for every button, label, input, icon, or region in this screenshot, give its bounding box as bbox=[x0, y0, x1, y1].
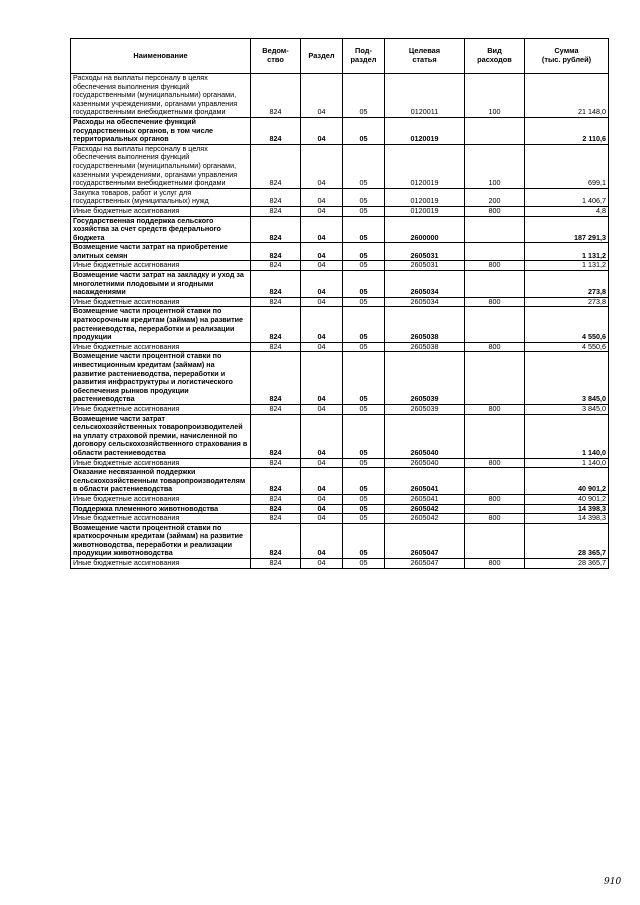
cell-name: Иные бюджетные ассигнования bbox=[71, 514, 251, 524]
header-row bbox=[71, 39, 609, 74]
cell-section: 04 bbox=[301, 504, 343, 514]
cell-target: 2605034 bbox=[385, 271, 465, 298]
cell-dept: 824 bbox=[251, 261, 301, 271]
cell-subsection: 05 bbox=[343, 414, 385, 458]
cell-target: 2600000 bbox=[385, 216, 465, 243]
cell-kind bbox=[465, 307, 525, 342]
table-row bbox=[71, 206, 609, 216]
cell-name: Иные бюджетные ассигнования bbox=[71, 458, 251, 468]
cell-section: 04 bbox=[301, 243, 343, 261]
cell-subsection: 05 bbox=[343, 559, 385, 569]
cell-dept: 824 bbox=[251, 523, 301, 558]
cell-section: 04 bbox=[301, 144, 343, 188]
cell-kind bbox=[465, 216, 525, 243]
cell-sum: 4 550,6 bbox=[525, 342, 609, 352]
cell-dept: 824 bbox=[251, 188, 301, 206]
cell-kind: 800 bbox=[465, 261, 525, 271]
table-body bbox=[71, 74, 609, 569]
cell-sum: 273,8 bbox=[525, 271, 609, 298]
cell-section: 04 bbox=[301, 117, 343, 144]
cell-dept: 824 bbox=[251, 117, 301, 144]
cell-target: 2605041 bbox=[385, 494, 465, 504]
cell-subsection: 05 bbox=[343, 206, 385, 216]
cell-kind bbox=[465, 243, 525, 261]
cell-dept: 824 bbox=[251, 297, 301, 307]
cell-target: 2605040 bbox=[385, 414, 465, 458]
table-row bbox=[71, 523, 609, 558]
cell-kind bbox=[465, 271, 525, 298]
cell-sum: 2 110,6 bbox=[525, 117, 609, 144]
cell-dept: 824 bbox=[251, 404, 301, 414]
cell-kind: 800 bbox=[465, 404, 525, 414]
cell-kind: 100 bbox=[465, 144, 525, 188]
cell-name: Возмещение части процентной ставки по краткосрочным кредитам (займам) на развитие растениеводства, переработки и реализации продукции bbox=[71, 307, 251, 342]
cell-subsection: 05 bbox=[343, 523, 385, 558]
cell-section: 04 bbox=[301, 188, 343, 206]
cell-dept: 824 bbox=[251, 74, 301, 118]
cell-subsection: 05 bbox=[343, 307, 385, 342]
cell-subsection: 05 bbox=[343, 468, 385, 495]
cell-section: 04 bbox=[301, 271, 343, 298]
cell-dept: 824 bbox=[251, 414, 301, 458]
cell-subsection: 05 bbox=[343, 342, 385, 352]
cell-dept: 824 bbox=[251, 504, 301, 514]
cell-subsection: 05 bbox=[343, 74, 385, 118]
cell-name: Иные бюджетные ассигнования bbox=[71, 494, 251, 504]
header-target: Целевая статья bbox=[385, 39, 465, 74]
cell-name: Возмещение части затрат на приобретение элитных семян bbox=[71, 243, 251, 261]
cell-kind: 800 bbox=[465, 494, 525, 504]
table-row bbox=[71, 243, 609, 261]
cell-section: 04 bbox=[301, 404, 343, 414]
cell-kind bbox=[465, 117, 525, 144]
cell-kind: 800 bbox=[465, 206, 525, 216]
header-subsection: Под- раздел bbox=[343, 39, 385, 74]
cell-name: Закупка товаров, работ и услуг для государственных (муниципальных) нужд bbox=[71, 188, 251, 206]
cell-name: Возмещение части процентной ставки по инвестиционным кредитам (займам) на развитие растениеводства, переработки и развития инфраструктуры и логистического обеспечения рынков продукции растениеводства bbox=[71, 352, 251, 405]
cell-target: 2605047 bbox=[385, 559, 465, 569]
cell-sum: 28 365,7 bbox=[525, 523, 609, 558]
cell-dept: 824 bbox=[251, 216, 301, 243]
budget-table bbox=[70, 38, 609, 569]
cell-sum: 3 845,0 bbox=[525, 404, 609, 414]
table-row bbox=[71, 559, 609, 569]
cell-sum: 1 131,2 bbox=[525, 243, 609, 261]
cell-sum: 4 550,6 bbox=[525, 307, 609, 342]
cell-subsection: 05 bbox=[343, 504, 385, 514]
cell-name: Иные бюджетные ассигнования bbox=[71, 559, 251, 569]
cell-section: 04 bbox=[301, 297, 343, 307]
table-row bbox=[71, 216, 609, 243]
cell-sum: 3 845,0 bbox=[525, 352, 609, 405]
cell-subsection: 05 bbox=[343, 514, 385, 524]
cell-dept: 824 bbox=[251, 559, 301, 569]
cell-name: Расходы на выплаты персоналу в целях обеспечения выполнения функций государственными (муниципальными) органами, казенными учреждениями, органами управления государственными внебюджетными фондами bbox=[71, 144, 251, 188]
cell-sum: 273,8 bbox=[525, 297, 609, 307]
page-number: 910 bbox=[604, 877, 622, 887]
header-name: Наименование bbox=[71, 39, 251, 74]
cell-subsection: 05 bbox=[343, 297, 385, 307]
cell-section: 04 bbox=[301, 261, 343, 271]
cell-name: Поддержка племенного животноводства bbox=[71, 504, 251, 514]
cell-kind bbox=[465, 414, 525, 458]
cell-name: Иные бюджетные ассигнования bbox=[71, 261, 251, 271]
cell-name: Иные бюджетные ассигнования bbox=[71, 297, 251, 307]
cell-target: 2605039 bbox=[385, 352, 465, 405]
table-row bbox=[71, 468, 609, 495]
cell-sum: 1 406,7 bbox=[525, 188, 609, 206]
cell-subsection: 05 bbox=[343, 458, 385, 468]
cell-target: 0120019 bbox=[385, 144, 465, 188]
cell-dept: 824 bbox=[251, 206, 301, 216]
cell-sum: 1 131,2 bbox=[525, 261, 609, 271]
cell-dept: 824 bbox=[251, 243, 301, 261]
cell-section: 04 bbox=[301, 458, 343, 468]
cell-section: 04 bbox=[301, 514, 343, 524]
cell-sum: 14 398,3 bbox=[525, 504, 609, 514]
cell-sum: 699,1 bbox=[525, 144, 609, 188]
cell-kind: 200 bbox=[465, 188, 525, 206]
cell-subsection: 05 bbox=[343, 404, 385, 414]
cell-sum: 28 365,7 bbox=[525, 559, 609, 569]
cell-section: 04 bbox=[301, 494, 343, 504]
cell-kind: 800 bbox=[465, 458, 525, 468]
header-sum: Сумма (тыс. рублей) bbox=[525, 39, 609, 74]
table-row bbox=[71, 144, 609, 188]
cell-subsection: 05 bbox=[343, 271, 385, 298]
cell-sum: 187 291,3 bbox=[525, 216, 609, 243]
cell-kind: 800 bbox=[465, 514, 525, 524]
cell-kind: 800 bbox=[465, 559, 525, 569]
cell-section: 04 bbox=[301, 342, 343, 352]
cell-subsection: 05 bbox=[343, 117, 385, 144]
cell-dept: 824 bbox=[251, 494, 301, 504]
table-row bbox=[71, 271, 609, 298]
cell-target: 2605039 bbox=[385, 404, 465, 414]
table-row bbox=[71, 188, 609, 206]
cell-sum: 40 901,2 bbox=[525, 468, 609, 495]
cell-kind bbox=[465, 352, 525, 405]
cell-name: Расходы на обеспечение функций государственных органов, в том числе территориальных органов bbox=[71, 117, 251, 144]
table-row bbox=[71, 494, 609, 504]
cell-target: 0120011 bbox=[385, 74, 465, 118]
header-dept: Ведом- ство bbox=[251, 39, 301, 74]
cell-target: 2605038 bbox=[385, 342, 465, 352]
cell-sum: 21 148,0 bbox=[525, 74, 609, 118]
cell-name: Возмещение части затрат на закладку и уход за многолетними плодовыми и ягодными насаждениями bbox=[71, 271, 251, 298]
table-row bbox=[71, 117, 609, 144]
cell-dept: 824 bbox=[251, 468, 301, 495]
cell-sum: 4,8 bbox=[525, 206, 609, 216]
cell-target: 2605031 bbox=[385, 261, 465, 271]
cell-target: 2605034 bbox=[385, 297, 465, 307]
cell-target: 2605031 bbox=[385, 243, 465, 261]
cell-target: 2605038 bbox=[385, 307, 465, 342]
cell-kind: 800 bbox=[465, 342, 525, 352]
cell-subsection: 05 bbox=[343, 243, 385, 261]
table-row bbox=[71, 414, 609, 458]
table-row bbox=[71, 74, 609, 118]
cell-target: 2605047 bbox=[385, 523, 465, 558]
table-row bbox=[71, 307, 609, 342]
cell-section: 04 bbox=[301, 468, 343, 495]
cell-sum: 40 901,2 bbox=[525, 494, 609, 504]
cell-section: 04 bbox=[301, 414, 343, 458]
cell-name: Возмещение части затрат сельскохозяйственных товаропроизводителей на уплату страховой премии, начисленной по договору сельскохозяйственного страхования в области растениеводства bbox=[71, 414, 251, 458]
cell-sum: 1 140,0 bbox=[525, 414, 609, 458]
cell-name: Возмещение части процентной ставки по краткосрочным кредитам (займам) на развитие животноводства, переработки и реализации продукции животноводства bbox=[71, 523, 251, 558]
cell-kind bbox=[465, 468, 525, 495]
cell-target: 0120019 bbox=[385, 188, 465, 206]
cell-kind bbox=[465, 523, 525, 558]
table-row bbox=[71, 404, 609, 414]
cell-target: 2605041 bbox=[385, 468, 465, 495]
cell-kind: 800 bbox=[465, 297, 525, 307]
cell-sum: 14 398,3 bbox=[525, 514, 609, 524]
cell-dept: 824 bbox=[251, 144, 301, 188]
cell-dept: 824 bbox=[251, 352, 301, 405]
cell-sum: 1 140,0 bbox=[525, 458, 609, 468]
cell-subsection: 05 bbox=[343, 188, 385, 206]
cell-subsection: 05 bbox=[343, 216, 385, 243]
header-section: Раздел bbox=[301, 39, 343, 74]
cell-section: 04 bbox=[301, 307, 343, 342]
cell-dept: 824 bbox=[251, 514, 301, 524]
cell-target: 2605042 bbox=[385, 504, 465, 514]
cell-name: Оказание несвязанной поддержки сельскохозяйственным товаропроизводителям в области растениеводства bbox=[71, 468, 251, 495]
cell-target: 0120019 bbox=[385, 117, 465, 144]
cell-subsection: 05 bbox=[343, 261, 385, 271]
table-row bbox=[71, 514, 609, 524]
cell-name: Государственная поддержка сельского хозяйства за счет средств федерального бюджета bbox=[71, 216, 251, 243]
cell-section: 04 bbox=[301, 216, 343, 243]
cell-target: 2605040 bbox=[385, 458, 465, 468]
cell-section: 04 bbox=[301, 352, 343, 405]
budget-sheet bbox=[70, 38, 608, 569]
cell-dept: 824 bbox=[251, 342, 301, 352]
table-row bbox=[71, 352, 609, 405]
header-kind: Вид расходов bbox=[465, 39, 525, 74]
cell-dept: 824 bbox=[251, 458, 301, 468]
cell-name: Расходы на выплаты персоналу в целях обеспечения выполнения функций государственными (муниципальными) органами, казенными учреждениями, органами управления государственными внебюджетными фондами bbox=[71, 74, 251, 118]
cell-name: Иные бюджетные ассигнования bbox=[71, 342, 251, 352]
cell-dept: 824 bbox=[251, 307, 301, 342]
cell-target: 2605042 bbox=[385, 514, 465, 524]
cell-target: 0120019 bbox=[385, 206, 465, 216]
cell-name: Иные бюджетные ассигнования bbox=[71, 206, 251, 216]
cell-subsection: 05 bbox=[343, 352, 385, 405]
cell-section: 04 bbox=[301, 559, 343, 569]
cell-kind: 100 bbox=[465, 74, 525, 118]
cell-dept: 824 bbox=[251, 271, 301, 298]
cell-section: 04 bbox=[301, 206, 343, 216]
cell-name: Иные бюджетные ассигнования bbox=[71, 404, 251, 414]
cell-subsection: 05 bbox=[343, 494, 385, 504]
cell-section: 04 bbox=[301, 74, 343, 118]
cell-subsection: 05 bbox=[343, 144, 385, 188]
cell-section: 04 bbox=[301, 523, 343, 558]
